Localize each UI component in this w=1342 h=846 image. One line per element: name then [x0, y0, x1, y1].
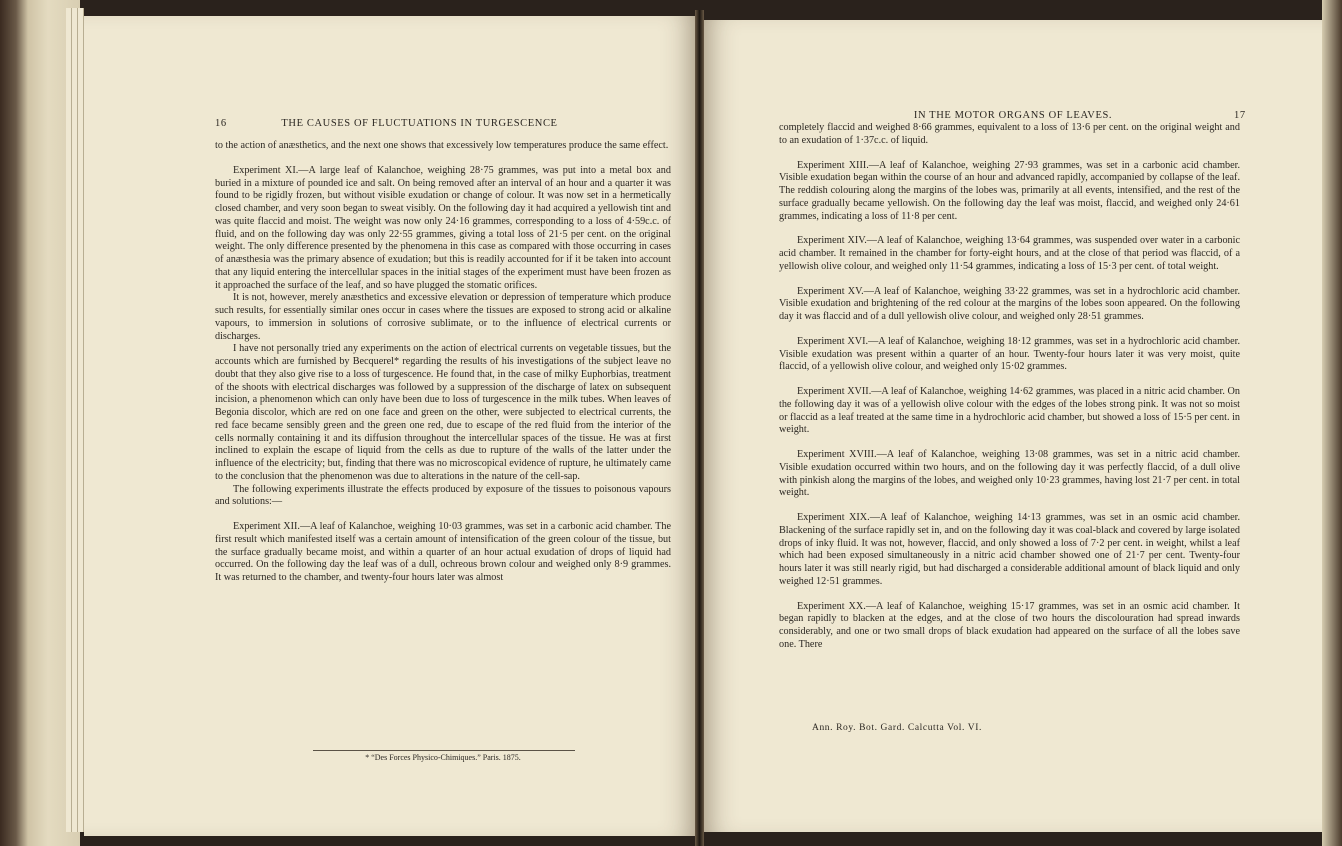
right-page: [704, 20, 1322, 832]
book-edge-right: [1322, 0, 1342, 846]
paragraph: completely flaccid and weighed 8·66 grammes, equivalent to a loss of 13·6 per cent. on the original weight and to an exudation of 1·37c.c. of liquid.: [779, 122, 1240, 146]
paragraph: It is not, however, merely anæsthetics and excessive elevation or depression of temperature which produce such results, for essentially similar ones occur in cases where the tissues are exposed to strong acid or alkaline vapours, to immersion in solutions of corrosive sublimate, or to the influence of electrical currents or discharges.: [215, 292, 671, 342]
paragraph: I have not personally tried any experiments on the action of electrical currents on vegetable tissues, but the accounts which are furnished by Becquerel* regarding the results of his investigations of the subject leave no doubt that they also give rise to a loss of turgescence. He found that, in the case of milky Euphorbias, treatment of the shoots with electrical discharges was followed by a suppression of the discharge of latex on subsequent incision, a phenomenon which can only have been due to loss of turgescence in the milk tubes. When leaves of Begonia discolor, which are red on one face and green on the other, were subjected to electrical currents, the red face became sensibly green and the green one red, due to escape of the red fluid from the interior of the cells normally containing it and its diffusion throughout the intercellular spaces of the tissue. He was at first inclined to explain the escape of liquid from the cells as due to rupture of the walls of the latter under the influence of the electricity; but, finding that there was no microscopical evidence of rupture, he ultimately came to the conclusion that the phenomenon was due to alterations in the nature of the cell-sap.: [215, 343, 672, 482]
left-page: [84, 16, 695, 836]
paragraph: Experiment XVI.—A leaf of Kalanchoe, weighing 18·12 grammes, was set in a hydrochloric acid chamber. Visible exudation was present within a quarter of an hour. Twenty-four hours later it was very moist, quite flaccid, of a yellowish olive colour, and weighed only 15·02 grammes.: [779, 335, 1240, 373]
footnote: * “Des Forces Physico-Chimiques.” Paris. 1875.: [365, 753, 521, 762]
left-page-body: [215, 140, 671, 585]
paragraph: to the action of anæsthetics, and the next one shows that excessively low temperatures produce the same effect.: [215, 140, 669, 151]
paragraph: Experiment XVIII.—A leaf of Kalanchoe, weighing 13·08 grammes, was set in a nitric acid chamber. Visible exudation occurred within two hours, and on the following day it was perfectly flaccid, of a dull olive with pinkish along the margins of the lobes, and weighed only 10·23 grammes, having lost 21·7 per cent. in total weight.: [779, 449, 1240, 499]
signature-line: Ann. Roy. Bot. Gard. Calcutta Vol. VI.: [812, 723, 982, 733]
paragraph: Experiment XX.—A leaf of Kalanchoe, weighing 15·17 grammes, was set in an osmic acid chamber. It began rapidly to blacken at the edges, and at the close of two hours the discolouration had spread inwards considerably, and one or two small drops of black exudation had appeared on the surface of all the lobes save one. There: [779, 600, 1240, 650]
paragraph: The following experiments illustrate the effects produced by exposure of the tissues to poisonous vapours and solutions:—: [215, 483, 671, 508]
running-title: IN THE MOTOR ORGANS OF LEAVES.: [913, 110, 1113, 121]
footnote-rule: [313, 750, 575, 751]
page-number: 16: [215, 118, 227, 129]
page-number: 17: [1234, 110, 1246, 121]
paragraph: Experiment XVII.—A leaf of Kalanchoe, weighing 14·62 grammes, was placed in a nitric acid chamber. On the following day it was of a yellowish olive colour with the edges of the lobes strong pink. It was not so moist or flaccid as a leaf treated at the same time in a hydrochloric acid chamber, but showed a loss of 15·5 per cent. in weight.: [779, 386, 1240, 436]
paragraph: Experiment XIII.—A leaf of Kalanchoe, weighing 27·93 grammes, was set in a carbonic acid chamber. Visible exudation began within the course of an hour and advanced rapidly, accompanied by collapse of the leaf. The reddish colouring along the margins of the lobes was, primarily at all events, intensified, and the rest of the surface gradually became yellowish. On the following day the leaf was moist, flaccid, and weighed only 24·61 grammes, indicating a loss of 11·8 per cent.: [779, 159, 1240, 222]
right-page-body: [779, 122, 1240, 652]
book-gutter: [695, 10, 704, 846]
paragraph: Experiment XIV.—A leaf of Kalanchoe, weighing 13·64 grammes, was suspended over water in a carbonic acid chamber. It remained in the chamber for forty-eight hours, and at the close of that period was flaccid, of a yellowish olive colour, and weighed only 11·54 grammes, indicating a loss of 15·3 per cent. of total weight.: [779, 235, 1240, 272]
paragraph: Experiment XIX.—A leaf of Kalanchoe, weighing 14·13 grammes, was set in an osmic acid chamber. Blackening of the surface rapidly set in, and on the following day it was coal-black and covered by large isolated drops of inky fluid. It was not, however, flaccid, and only showed a loss of 7·2 per cent. in weight, whilst a leaf which had been exposed simultaneously in a nitric acid chamber showed one of 21·7 per cent. Twenty-four hours later it was still nearly rigid, but had discharged a considerable additional amount of black liquid and only weighed 12·51 grammes.: [779, 512, 1240, 587]
paragraph: Experiment XI.—A large leaf of Kalanchoe, weighing 28·75 grammes, was put into a metal box and buried in a mixture of pounded ice and salt. On being removed after an interval of an hour and a quarter it was found to be rigidly frozen, but without visible exudation or change of colour. It was now set in a hermetically closed chamber, and very soon began to sweat visibly. On the following day it had acquired a yellowish tint and was quite flaccid and moist. The weight was now only 24·16 grammes, corresponding to a loss of 4·59c.c. of fluid, and on the following day was only 22·55 grammes, giving a total loss of 21·5 per cent. on the original weight. The only difference presented by the phenomena in this case as compared with those occurring in cases of anæsthesia was the primary absence of exudation; but this is readily accounted for if it be taken into account that any liquid entering the intercellular spaces in the initial stages of the experiment must have been frozen as it approached the surface of the leaf, and so have plugged the stomatic orifices.: [215, 164, 671, 291]
running-title: THE CAUSES OF FLUCTUATIONS IN TURGESCENCE: [281, 118, 558, 129]
paragraph: Experiment XV.—A leaf of Kalanchoe, weighing 33·22 grammes, was set in a hydrochloric acid chamber. Visible exudation and brightening of the red colour at the margins of the lobes soon appeared. On the following day it was flaccid and of a dull yellowish olive colour, and weighed only 28·51 grammes.: [779, 285, 1240, 322]
paragraph: Experiment XII.—A leaf of Kalanchoe, weighing 10·03 grammes, was set in a carbonic acid chamber. The first result which manifested itself was a certain amount of intensification of the green colour of the tissue, but the surface gradually became moist, and within a quarter of an hour actual exudation of drops of liquid had occurred. On the following day the leaf was of a dull, ochreous brown colour and weighed only 8·9 grammes. It was returned to the chamber, and twenty-four hours later was almost: [215, 521, 671, 583]
left-page-header: [84, 118, 695, 132]
